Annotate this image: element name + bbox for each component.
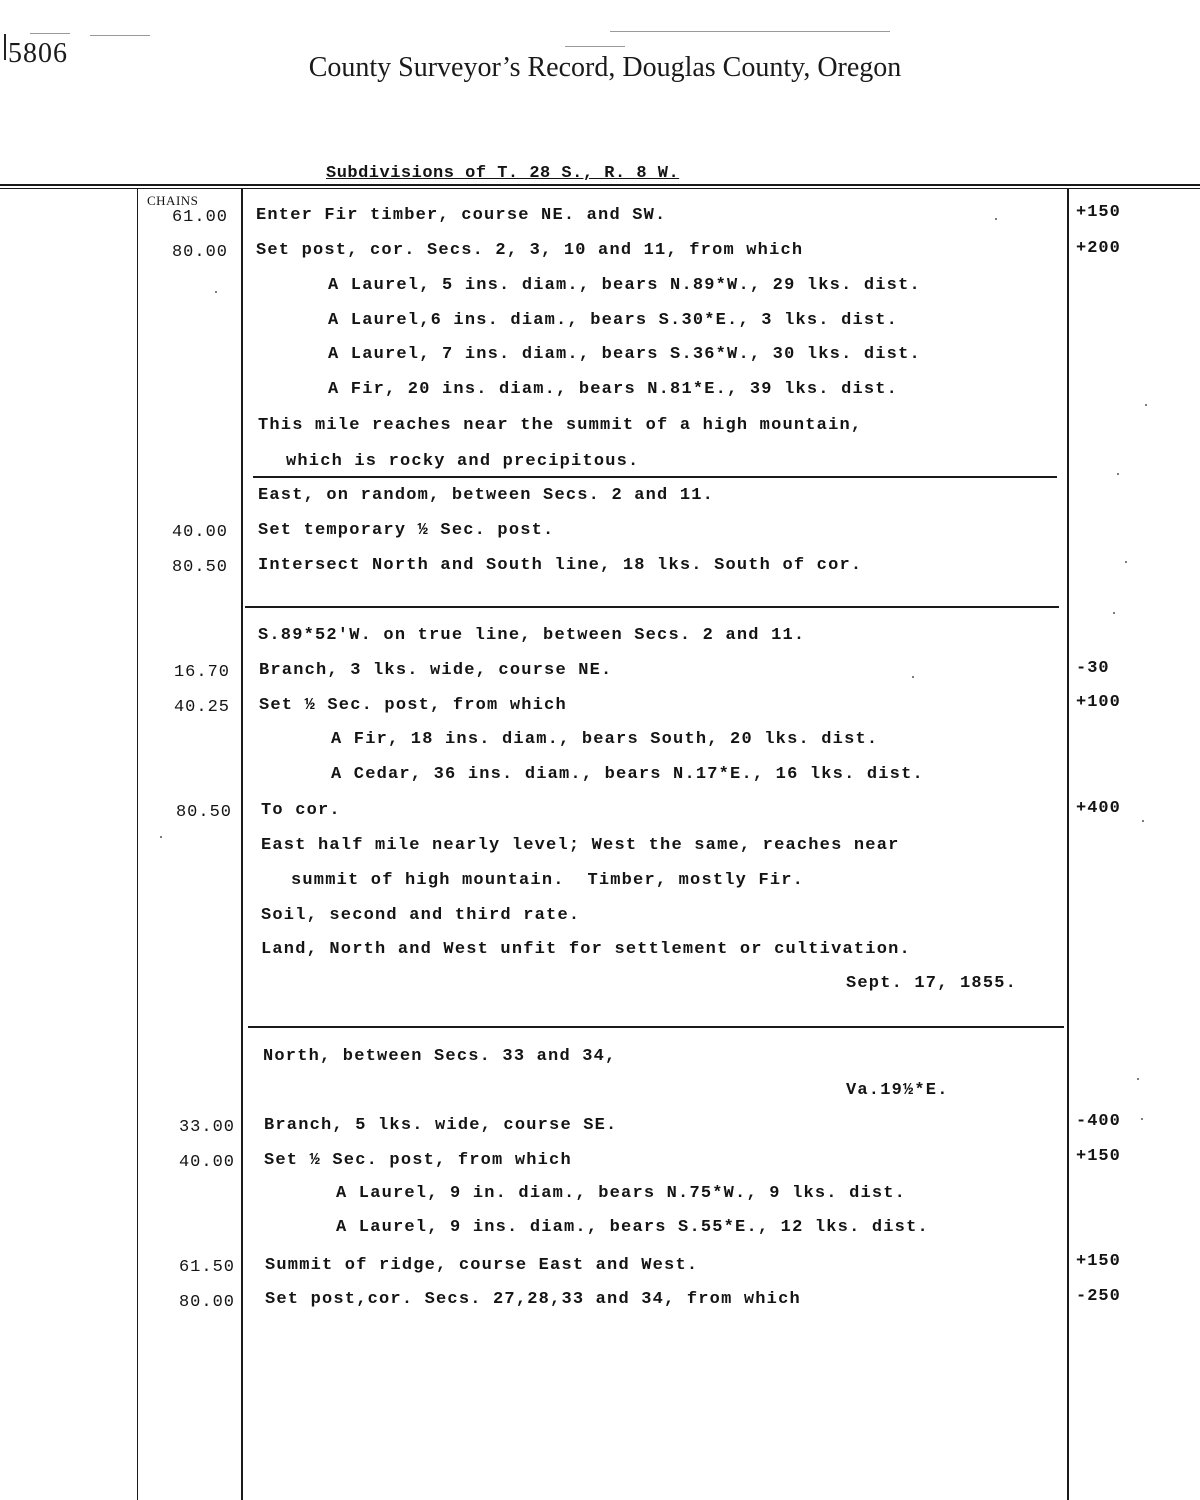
chains-value: 61.00: [171, 208, 228, 227]
scan-speck: [1142, 820, 1144, 822]
chains-value: 80.00: [178, 1293, 235, 1312]
chains-column-header: CHAINS: [147, 193, 199, 208]
section-separator: [253, 476, 1057, 478]
elevation-value: +100: [1076, 693, 1121, 712]
record-line: Enter Fir timber, course NE. and SW.: [256, 206, 667, 225]
elevation-value: +150: [1076, 203, 1121, 222]
page-header: County Surveyor’s Record, Douglas County, Oregon: [308, 52, 902, 83]
record-line: A Fir, 20 ins. diam., bears N.81*E., 39 lks. dist.: [328, 380, 899, 399]
record-line: Summit of ridge, course East and West.: [265, 1256, 699, 1275]
chains-value: 80.50: [175, 803, 232, 822]
section-separator: [248, 1026, 1064, 1028]
record-line: A Laurel, 9 ins. diam., bears S.55*E., 12 lks. dist.: [336, 1218, 929, 1237]
scan-speck: [565, 46, 625, 47]
elevation-value: +150: [1076, 1252, 1121, 1271]
chains-value: 80.00: [171, 243, 228, 262]
top-rule-thin: [0, 188, 1200, 189]
elevation-value: +150: [1076, 1147, 1121, 1166]
scan-speck: [30, 33, 70, 34]
elevation-value: -30: [1076, 659, 1110, 678]
page-number: 5806: [8, 38, 68, 69]
left-margin-rule: [137, 188, 138, 1500]
chains-value: 80.50: [171, 558, 228, 577]
record-line: A Laurel,6 ins. diam., bears S.30*E., 3 lks. dist.: [328, 311, 899, 330]
record-line: Set temporary ½ Sec. post.: [258, 521, 555, 540]
scan-speck: [1137, 1078, 1139, 1080]
record-line: Land, North and West unfit for settlement or cultivation.: [261, 940, 911, 959]
record-line: which is rocky and precipitous.: [286, 452, 640, 471]
chains-value: 40.00: [171, 523, 228, 542]
record-line: A Laurel, 7 ins. diam., bears S.36*W., 30 lks. dist.: [328, 345, 921, 364]
scan-speck: [90, 35, 150, 36]
scan-speck: [912, 676, 914, 678]
elevation-value: +400: [1076, 799, 1121, 818]
elevation-value: +200: [1076, 239, 1121, 258]
record-line: Intersect North and South line, 18 lks. South of cor.: [258, 556, 863, 575]
scan-speck: [215, 291, 217, 293]
record-line: S.89*52'W. on true line, between Secs. 2 and 11.: [258, 626, 806, 645]
record-line: Soil, second and third rate.: [261, 906, 581, 925]
chains-value: 40.25: [173, 698, 230, 717]
scan-speck: [1117, 473, 1119, 475]
chains-value: 16.70: [173, 663, 230, 682]
elevation-column-rule: [1067, 188, 1069, 1500]
record-line: summit of high mountain. Timber, mostly Fir.: [291, 871, 805, 890]
chains-column-rule: [241, 188, 243, 1500]
section-separator: [245, 606, 1059, 608]
top-rule: [0, 184, 1200, 186]
chains-value: 61.50: [178, 1258, 235, 1277]
record-line: East half mile nearly level; West the same, reaches near: [261, 836, 900, 855]
record-line: A Fir, 18 ins. diam., bears South, 20 lks. dist.: [331, 730, 879, 749]
scan-speck: [1113, 612, 1115, 614]
record-line: Set post, cor. Secs. 2, 3, 10 and 11, from which: [256, 241, 804, 260]
record-line: Set ½ Sec. post, from which: [259, 696, 567, 715]
record-line: East, on random, between Secs. 2 and 11.: [258, 486, 715, 505]
elevation-value: -400: [1076, 1112, 1121, 1131]
magnetic-variation: Va.19½*E.: [846, 1081, 949, 1100]
record-line: Branch, 3 lks. wide, course NE.: [259, 661, 613, 680]
record-line: To cor.: [261, 801, 341, 820]
chains-value: 33.00: [178, 1118, 235, 1137]
scan-speck: [1125, 561, 1127, 563]
record-line: A Laurel, 5 ins. diam., bears N.89*W., 29 lks. dist.: [328, 276, 921, 295]
scan-speck: [995, 218, 997, 220]
record-line: This mile reaches near the summit of a high mountain,: [258, 416, 863, 435]
record-date: Sept. 17, 1855.: [846, 974, 1018, 993]
record-line: Set ½ Sec. post, from which: [264, 1151, 572, 1170]
record-line: A Cedar, 36 ins. diam., bears N.17*E., 16 lks. dist.: [331, 765, 924, 784]
record-line: Set post,cor. Secs. 27,28,33 and 34, from which: [265, 1290, 801, 1309]
record-line: North, between Secs. 33 and 34,: [263, 1047, 617, 1066]
section-subtitle: Subdivisions of T. 28 S., R. 8 W.: [326, 164, 680, 183]
elevation-value: -250: [1076, 1287, 1121, 1306]
scan-speck: [160, 836, 162, 838]
scan-speck: [1145, 404, 1147, 406]
record-line: A Laurel, 9 in. diam., bears N.75*W., 9 lks. dist.: [336, 1184, 907, 1203]
record-line: Branch, 5 lks. wide, course SE.: [264, 1116, 618, 1135]
chains-value: 40.00: [178, 1153, 235, 1172]
scan-speck: [610, 31, 890, 32]
scan-speck: [1141, 1118, 1143, 1120]
